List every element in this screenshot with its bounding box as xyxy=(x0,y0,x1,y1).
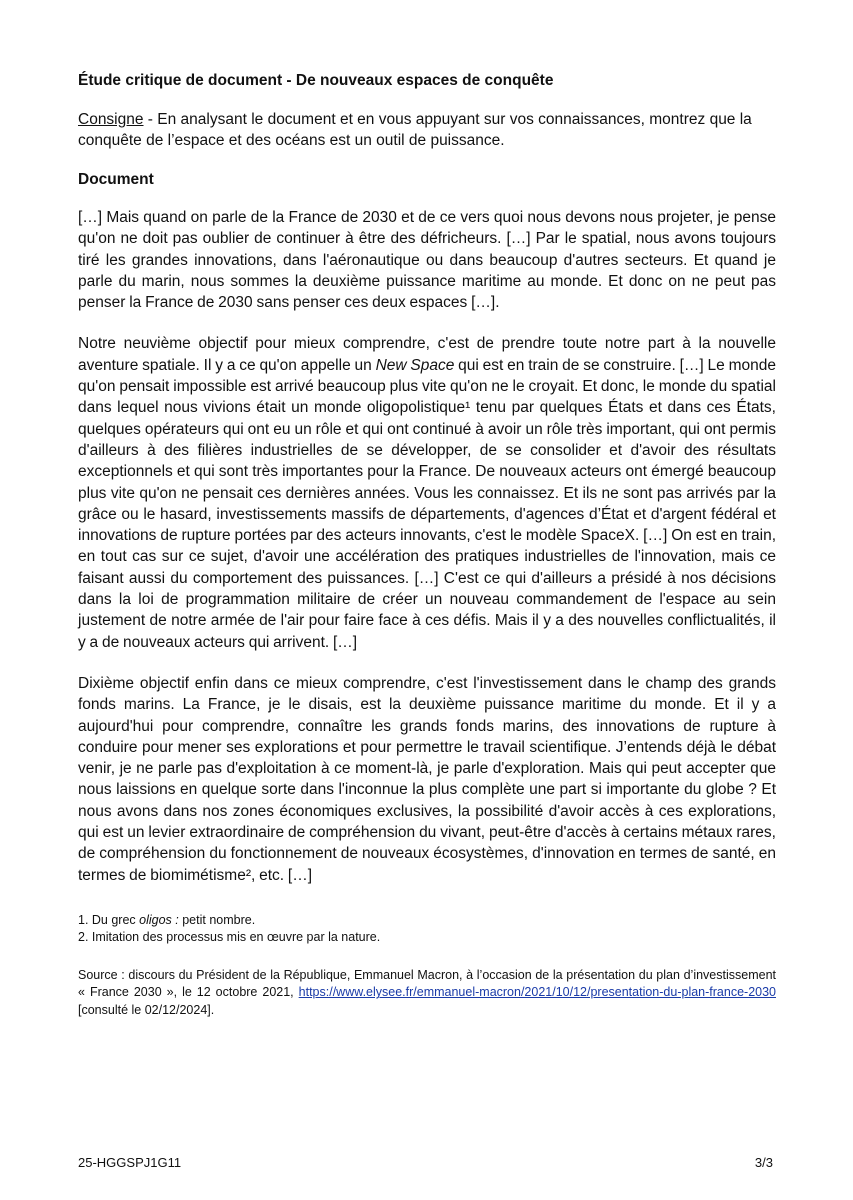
consigne-label: Consigne xyxy=(78,111,144,128)
footer-code: 25-HGGSPJ1G11 xyxy=(78,1155,182,1170)
footnote-2: 2. Imitation des processus mis en œuvre par la nature. xyxy=(78,930,381,945)
source-suffix: [consulté le 02/12/2024]. xyxy=(78,1002,215,1017)
footnote-1 xyxy=(78,912,776,930)
consigne-text: - En analysant le document et en vous appuyant sur vos connaissances, montrez que la conquête de l’espace et des océans est un outil de puissance. xyxy=(78,111,752,149)
paragraph-2-part-b: qui est en train de se construire. […] Le monde qu'on pensait impossible est arrivé beaucoup plus vite qu'on ne le croyait. Et donc, le monde du spatial dans lequel nous vivions était un monde oligopolistique¹ tenu par quelques États et dans ces États, quelques opérateurs qui ont eu un rôle et qui ont continué à avoir un rôle très important, qui ont permis d'ailleurs à des filières industrielles de se développer, de se consolider et d'avoir des résultats exceptionnels et qui sont très importantes pour la France. De nouveaux acteurs ont émergé beaucoup plus vite qu'on ne pensait ces dernières années. Vous les connaissez. Et ils ne sont pas arrivés par la grâce ou le hasard, investissements massifs de départements, d'agences d’État et d'argent fédéral et innovations de rupture portées par des acteurs innovants, c'est le modèle SpaceX. […] On est en train, en tout cas sur ce sujet, d'avoir une accélération des pratiques industrielles de l'innovation, mais ce faisant aussi du comportement des puissances. […] C'est ce qui d'ailleurs a présidé à nos décisions dans la loi de programmation militaire de créer un nouveau commandement de l'espace au sein justement de notre armée de l'air pour faire face à ces défis. Mais il y a des nouvelles conflictualités, il y a de nouveaux acteurs qui arrivent. […] xyxy=(78,356,776,651)
source-citation xyxy=(78,967,776,1020)
consigne xyxy=(78,109,776,151)
source-link[interactable]: https://www.elysee.fr/emmanuel-macron/2021/10/12/presentation-du-plan-france-2030 xyxy=(298,985,776,1000)
footnote-1-italic: oligos : xyxy=(139,912,179,927)
paragraph-2 xyxy=(78,333,776,652)
paragraph-1: […] Mais quand on parle de la France de 2030 et de ce vers quoi nous devons nous projeter, je pense qu'on ne doit pas oublier de continuer à être des défricheurs. […] Par le spatial, nous avons toujours tiré les grandes innovations, dans l'aéronautique ou dans beaucoup d'autres secteurs. Et quand je parle du marin, nous sommes la deuxième puissance maritime au monde. Et donc on ne peut pas penser la France de 2030 sans penser ces deux espaces […]. xyxy=(78,209,776,312)
section-title: Document xyxy=(78,171,154,188)
document-title: Étude critique de document - De nouveaux espaces de conquête xyxy=(78,72,554,89)
document-content xyxy=(78,70,776,1019)
footnote-1-part-a: 1. Du grec xyxy=(78,912,140,927)
paragraph-3: Dixième objectif enfin dans ce mieux comprendre, c'est l'investissement dans le champ des grands fonds marins. La France, je le disais, est la deuxième puissance maritime du monde. Et il y a aujourd'hui pour comprendre, connaître les grands fonds marins, des innovations de rupture à conduire pour mener ses explorations et pour permettre le travail scientifique. J’entends déjà le débat venir, je ne parle pas d'exploitation à ce moment-là, je parle d'exploration. Mais qui peut accepter que nous laissions en quelque sorte dans l'inconnue la plus complète une part si importante du globe ? Et nous avons dans nos zones économiques exclusives, la possibilité d'avoir accès à ces explorations, qui est un levier extraordinaire de compréhension du vivant, peut-être d'accès à certains métaux rares, de compréhension du fonctionnement de nouveaux écosystèmes, d'innovation en termes de santé, en termes de biomimétisme², etc. […] xyxy=(78,674,776,884)
footnote-1-part-b: petit nombre. xyxy=(178,912,256,927)
footer-page-number: 3/3 xyxy=(754,1155,773,1170)
paragraph-2-part-a: Notre neuvième objectif pour mieux comprendre, c'est de prendre toute notre part à la nouvelle aventure spatiale. Il y a ce qu'on appelle un xyxy=(78,335,776,374)
new-space-term: New Space xyxy=(375,356,455,374)
footnotes xyxy=(78,912,776,947)
source-text: Source : discours du Président de la République, Emmanuel Macron, à l’occasion de la présentation du plan d’investissement « France 2030 », le 12 octobre 2021, xyxy=(78,967,776,1000)
